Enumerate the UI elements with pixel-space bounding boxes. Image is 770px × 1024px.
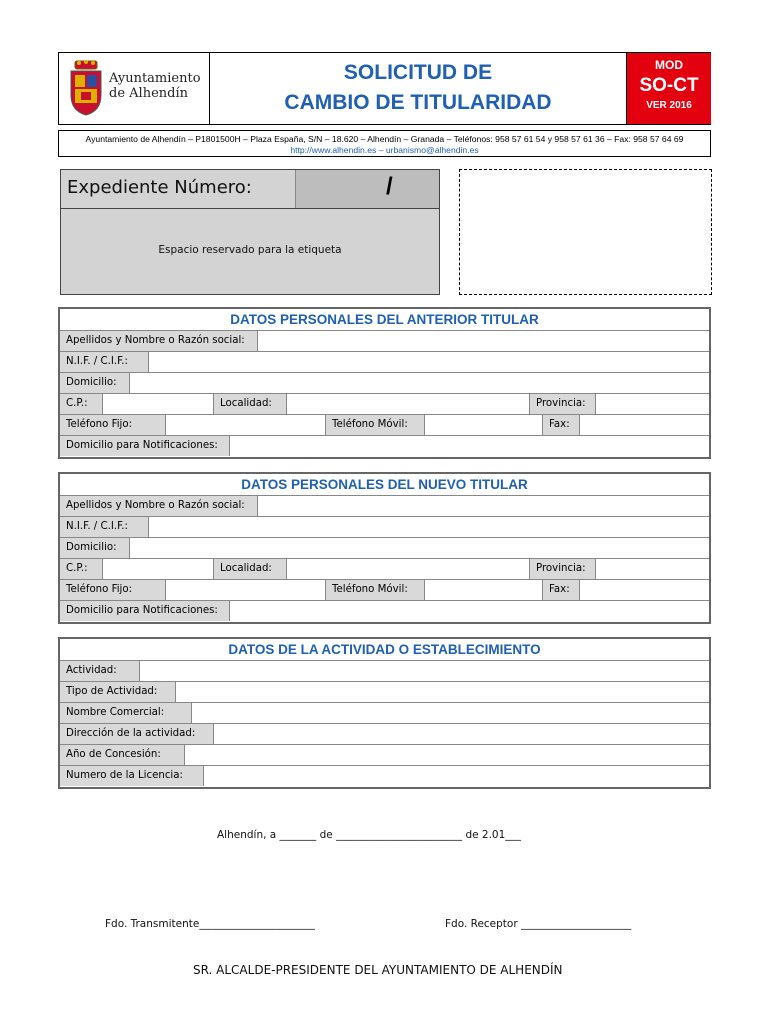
provincia-field[interactable] <box>596 394 709 414</box>
nombre-comercial-label: Nombre Comercial: <box>60 703 192 723</box>
form-row <box>60 682 709 703</box>
logo-cell <box>59 53 210 124</box>
coat-of-arms-icon <box>67 59 105 117</box>
telefono-fijo-field[interactable] <box>166 580 326 600</box>
apellidos-label: Apellidos y Nombre o Razón social: <box>60 331 258 351</box>
domicilio-notif-field[interactable] <box>230 601 709 621</box>
fax-field[interactable] <box>580 580 709 600</box>
signature-transmitente[interactable]: Fdo. Transmitente______________________ <box>105 918 315 930</box>
form-header <box>58 52 711 125</box>
anio-concesion-field[interactable] <box>185 745 709 765</box>
form-row <box>60 496 709 517</box>
logo-line-2: de Alhendín <box>109 86 188 101</box>
telefono-fijo-label: Teléfono Fijo: <box>60 580 166 600</box>
date-line[interactable]: Alhendín, a _______ de ________________________ de 2.01___ <box>217 829 522 841</box>
form-row <box>60 661 709 682</box>
direccion-label: Dirección de la actividad: <box>60 724 214 744</box>
anio-concesion-label: Año de Concesión: <box>60 745 185 765</box>
domicilio-field[interactable] <box>130 373 709 393</box>
localidad-field[interactable] <box>287 559 530 579</box>
contact-info <box>58 130 711 157</box>
cp-field[interactable] <box>103 559 214 579</box>
form-row <box>60 601 709 622</box>
mod-version: VER 2016 <box>646 100 692 111</box>
domicilio-label: Domicilio: <box>60 373 130 393</box>
nif-field[interactable] <box>149 352 709 372</box>
nif-label: N.I.F. / C.I.F.: <box>60 517 149 537</box>
form-row <box>60 580 709 601</box>
tipo-field[interactable] <box>176 682 709 702</box>
contact-line-1: Ayuntamiento de Alhendín – P1801500H – Plaza España, S/N – 18.620 – Alhendín – Granada – Teléfonos: 958 57 61 54 y 958 57 61 36 – Fax: 958 57 64 69 <box>85 134 684 144</box>
section-anterior-titular <box>58 307 711 459</box>
logo-text <box>109 71 201 101</box>
form-row <box>60 517 709 538</box>
localidad-label: Localidad: <box>214 394 287 414</box>
label-space-text: Espacio reservado para la etiqueta <box>158 244 342 256</box>
form-row <box>60 703 709 724</box>
expediente-slash: / <box>386 173 393 200</box>
signature-receptor[interactable]: Fdo. Receptor _____________________ <box>445 918 632 930</box>
title-line-1: SOLICITUD DE <box>343 61 493 84</box>
fax-label: Fax: <box>543 580 580 600</box>
form-title <box>210 53 626 124</box>
model-code-badge <box>626 53 711 124</box>
telefono-fijo-field[interactable] <box>166 415 326 435</box>
nombre-comercial-field[interactable] <box>192 703 709 723</box>
tipo-label: Tipo de Actividad: <box>60 682 176 702</box>
section-actividad <box>58 637 711 789</box>
cp-label: C.P.: <box>60 559 103 579</box>
expediente-label: Expediente Número: <box>67 177 252 198</box>
form-row <box>60 745 709 766</box>
telefono-movil-field[interactable] <box>425 415 543 435</box>
telefono-movil-field[interactable] <box>425 580 543 600</box>
mod-code: SO-CT <box>639 75 699 96</box>
addressee: SR. ALCALDE-PRESIDENTE DEL AYUNTAMIENTO DE ALHENDÍN <box>193 963 563 977</box>
expediente-number-field[interactable] <box>295 170 439 208</box>
apellidos-field[interactable] <box>258 331 709 351</box>
section-nuevo-titular <box>58 472 711 624</box>
cp-field[interactable] <box>103 394 214 414</box>
contact-link[interactable]: http://www.alhendin.es – urbanismo@alhendin.es <box>290 145 479 155</box>
form-row <box>60 415 709 436</box>
cp-label: C.P.: <box>60 394 103 414</box>
section-title: DATOS DE LA ACTIVIDAD O ESTABLECIMIENTO <box>60 639 709 661</box>
localidad-label: Localidad: <box>214 559 287 579</box>
nif-field[interactable] <box>149 517 709 537</box>
nif-label: N.I.F. / C.I.F.: <box>60 352 149 372</box>
actividad-label: Actividad: <box>60 661 140 681</box>
form-row <box>60 331 709 352</box>
telefono-fijo-label: Teléfono Fijo: <box>60 415 166 435</box>
provincia-field[interactable] <box>596 559 709 579</box>
actividad-field[interactable] <box>140 661 709 681</box>
domicilio-label: Domicilio: <box>60 538 130 558</box>
provincia-label: Provincia: <box>530 394 596 414</box>
numero-licencia-field[interactable] <box>204 766 709 786</box>
logo-line-1: Ayuntamiento <box>109 71 201 86</box>
apellidos-field[interactable] <box>258 496 709 516</box>
fax-field[interactable] <box>580 415 709 435</box>
form-row <box>60 394 709 415</box>
domicilio-notif-label: Domicilio para Notificaciones: <box>60 601 230 621</box>
domicilio-notif-field[interactable] <box>230 436 709 456</box>
expediente-row <box>61 170 439 209</box>
title-line-2: CAMBIO DE TITULARIDAD <box>284 91 552 114</box>
form-row <box>60 559 709 580</box>
mod-label: MOD <box>655 58 683 72</box>
telefono-movil-label: Teléfono Móvil: <box>326 580 425 600</box>
apellidos-label: Apellidos y Nombre o Razón social: <box>60 496 258 516</box>
form-row <box>60 724 709 745</box>
form-row <box>60 373 709 394</box>
telefono-movil-label: Teléfono Móvil: <box>326 415 425 435</box>
provincia-label: Provincia: <box>530 559 596 579</box>
domicilio-field[interactable] <box>130 538 709 558</box>
localidad-field[interactable] <box>287 394 530 414</box>
fax-label: Fax: <box>543 415 580 435</box>
form-row <box>60 352 709 373</box>
form-row <box>60 766 709 787</box>
section-title: DATOS PERSONALES DEL ANTERIOR TITULAR <box>60 309 709 331</box>
form-row <box>60 538 709 559</box>
direccion-field[interactable] <box>214 724 709 744</box>
sticker-area <box>459 169 712 295</box>
section-title: DATOS PERSONALES DEL NUEVO TITULAR <box>60 474 709 496</box>
expediente-box <box>60 169 440 295</box>
form-row <box>60 436 709 457</box>
numero-licencia-label: Numero de la Licencia: <box>60 766 204 786</box>
domicilio-notif-label: Domicilio para Notificaciones: <box>60 436 230 456</box>
